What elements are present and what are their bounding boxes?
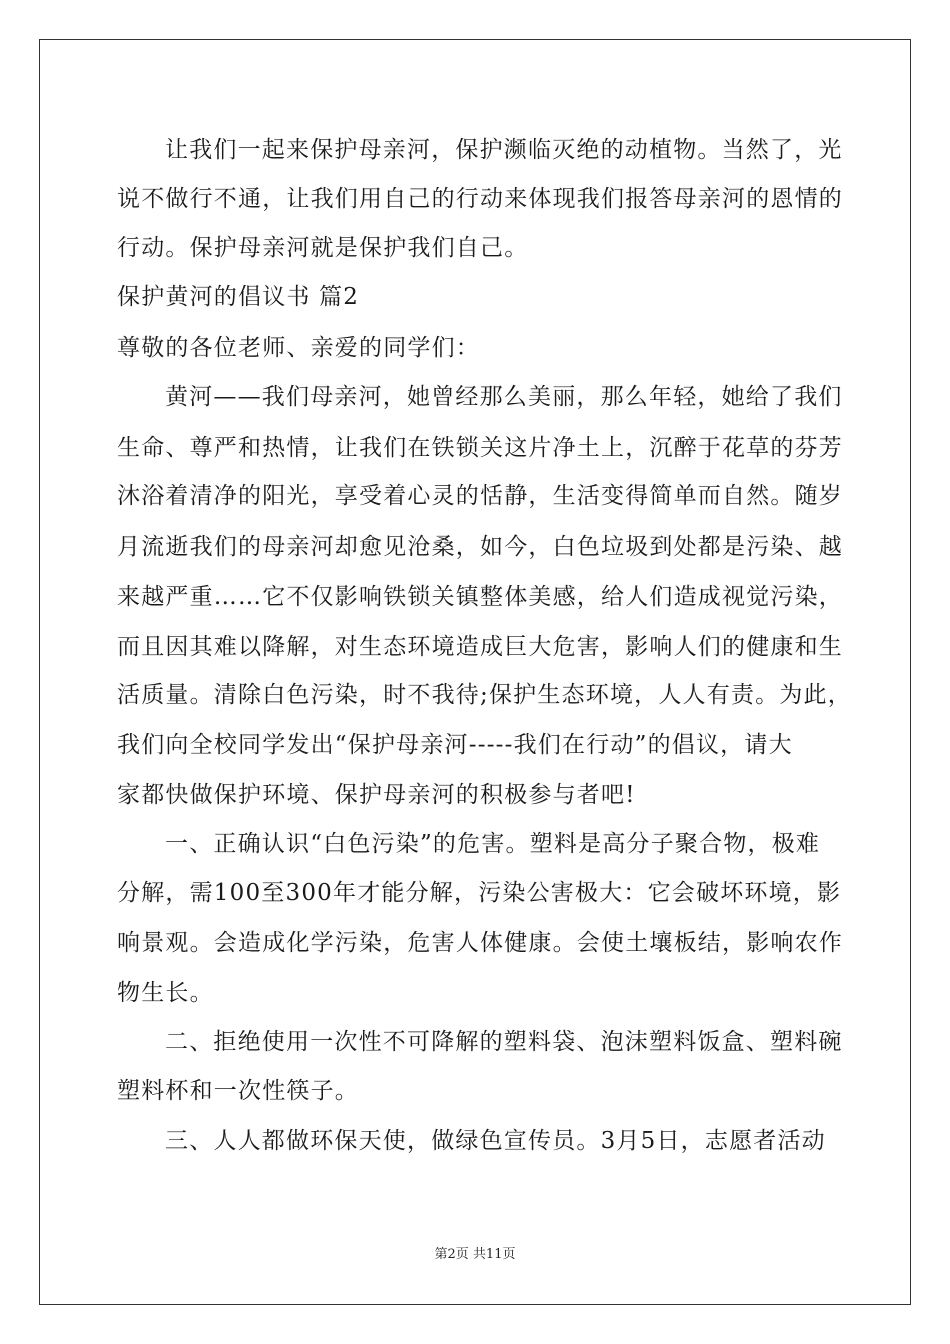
paragraph-line: 生命、尊严和热情，让我们在铁锁关这片净土上，沉醉于花草的芬芳 bbox=[117, 435, 843, 461]
paragraph-line: 家都快做保护环境、保护母亲河的积极参与者吧! bbox=[117, 782, 636, 808]
paragraph-line: 行动。保护母亲河就是保护我们自己。 bbox=[117, 235, 529, 261]
paragraph-line: 我们向全校同学发出“保护母亲河-----我们在行动”的倡议，请大 bbox=[117, 732, 793, 758]
salutation: 尊敬的各位老师、亲爱的同学们： bbox=[117, 335, 480, 361]
page-number: 第2页 共11页 bbox=[434, 1247, 516, 1262]
paragraph-line: 塑料杯和一次性筷子。 bbox=[117, 1078, 359, 1104]
section-heading: 保护黄河的倡议书 篇2 bbox=[117, 284, 360, 310]
paragraph-line: 一、正确认识“白色污染”的危害。塑料是高分子聚合物，极难 bbox=[165, 831, 821, 857]
paragraph-line: 让我们一起来保护母亲河，保护濒临灭绝的动植物。当然了，光 bbox=[165, 137, 843, 163]
paragraph-line: 来越严重……它不仅影响铁锁关镇整体美感，给人们造成视觉污染， bbox=[117, 584, 843, 610]
paragraph-line: 分解，需100至300年才能分解，污染公害极大：它会破坏环境，影 bbox=[117, 880, 842, 906]
paragraph-line: 二、拒绝使用一次性不可降解的塑料袋、泡沫塑料饭盒、塑料碗 bbox=[165, 1029, 843, 1055]
paragraph-line: 沐浴着清净的阳光，享受着心灵的恬静，生活变得简单而自然。随岁 bbox=[117, 483, 843, 509]
paragraph-line: 说不做行不通，让我们用自己的行动来体现我们报答母亲河的恩情的 bbox=[117, 186, 843, 212]
paragraph-line: 三、人人都做环保天使，做绿色宣传员。3月5日，志愿者活动 bbox=[165, 1128, 826, 1154]
page-border bbox=[39, 39, 911, 1305]
paragraph-line: 黄河——我们母亲河，她曾经那么美丽，那么年轻，她给了我们 bbox=[165, 384, 843, 410]
paragraph-line: 而且因其难以降解，对生态环境造成巨大危害，影响人们的健康和生 bbox=[117, 634, 843, 660]
paragraph-line: 活质量。清除白色污染，时不我待;保护生态环境，人人有责。为此， bbox=[117, 682, 852, 708]
paragraph-line: 月流逝我们的母亲河却愈见沧桑，如今，白色垃圾到处都是污染、越 bbox=[117, 534, 843, 560]
paragraph-line: 响景观。会造成化学污染，危害人体健康。会使土壤板结，影响农作 bbox=[117, 930, 843, 956]
paragraph-line: 物生长。 bbox=[117, 980, 214, 1006]
